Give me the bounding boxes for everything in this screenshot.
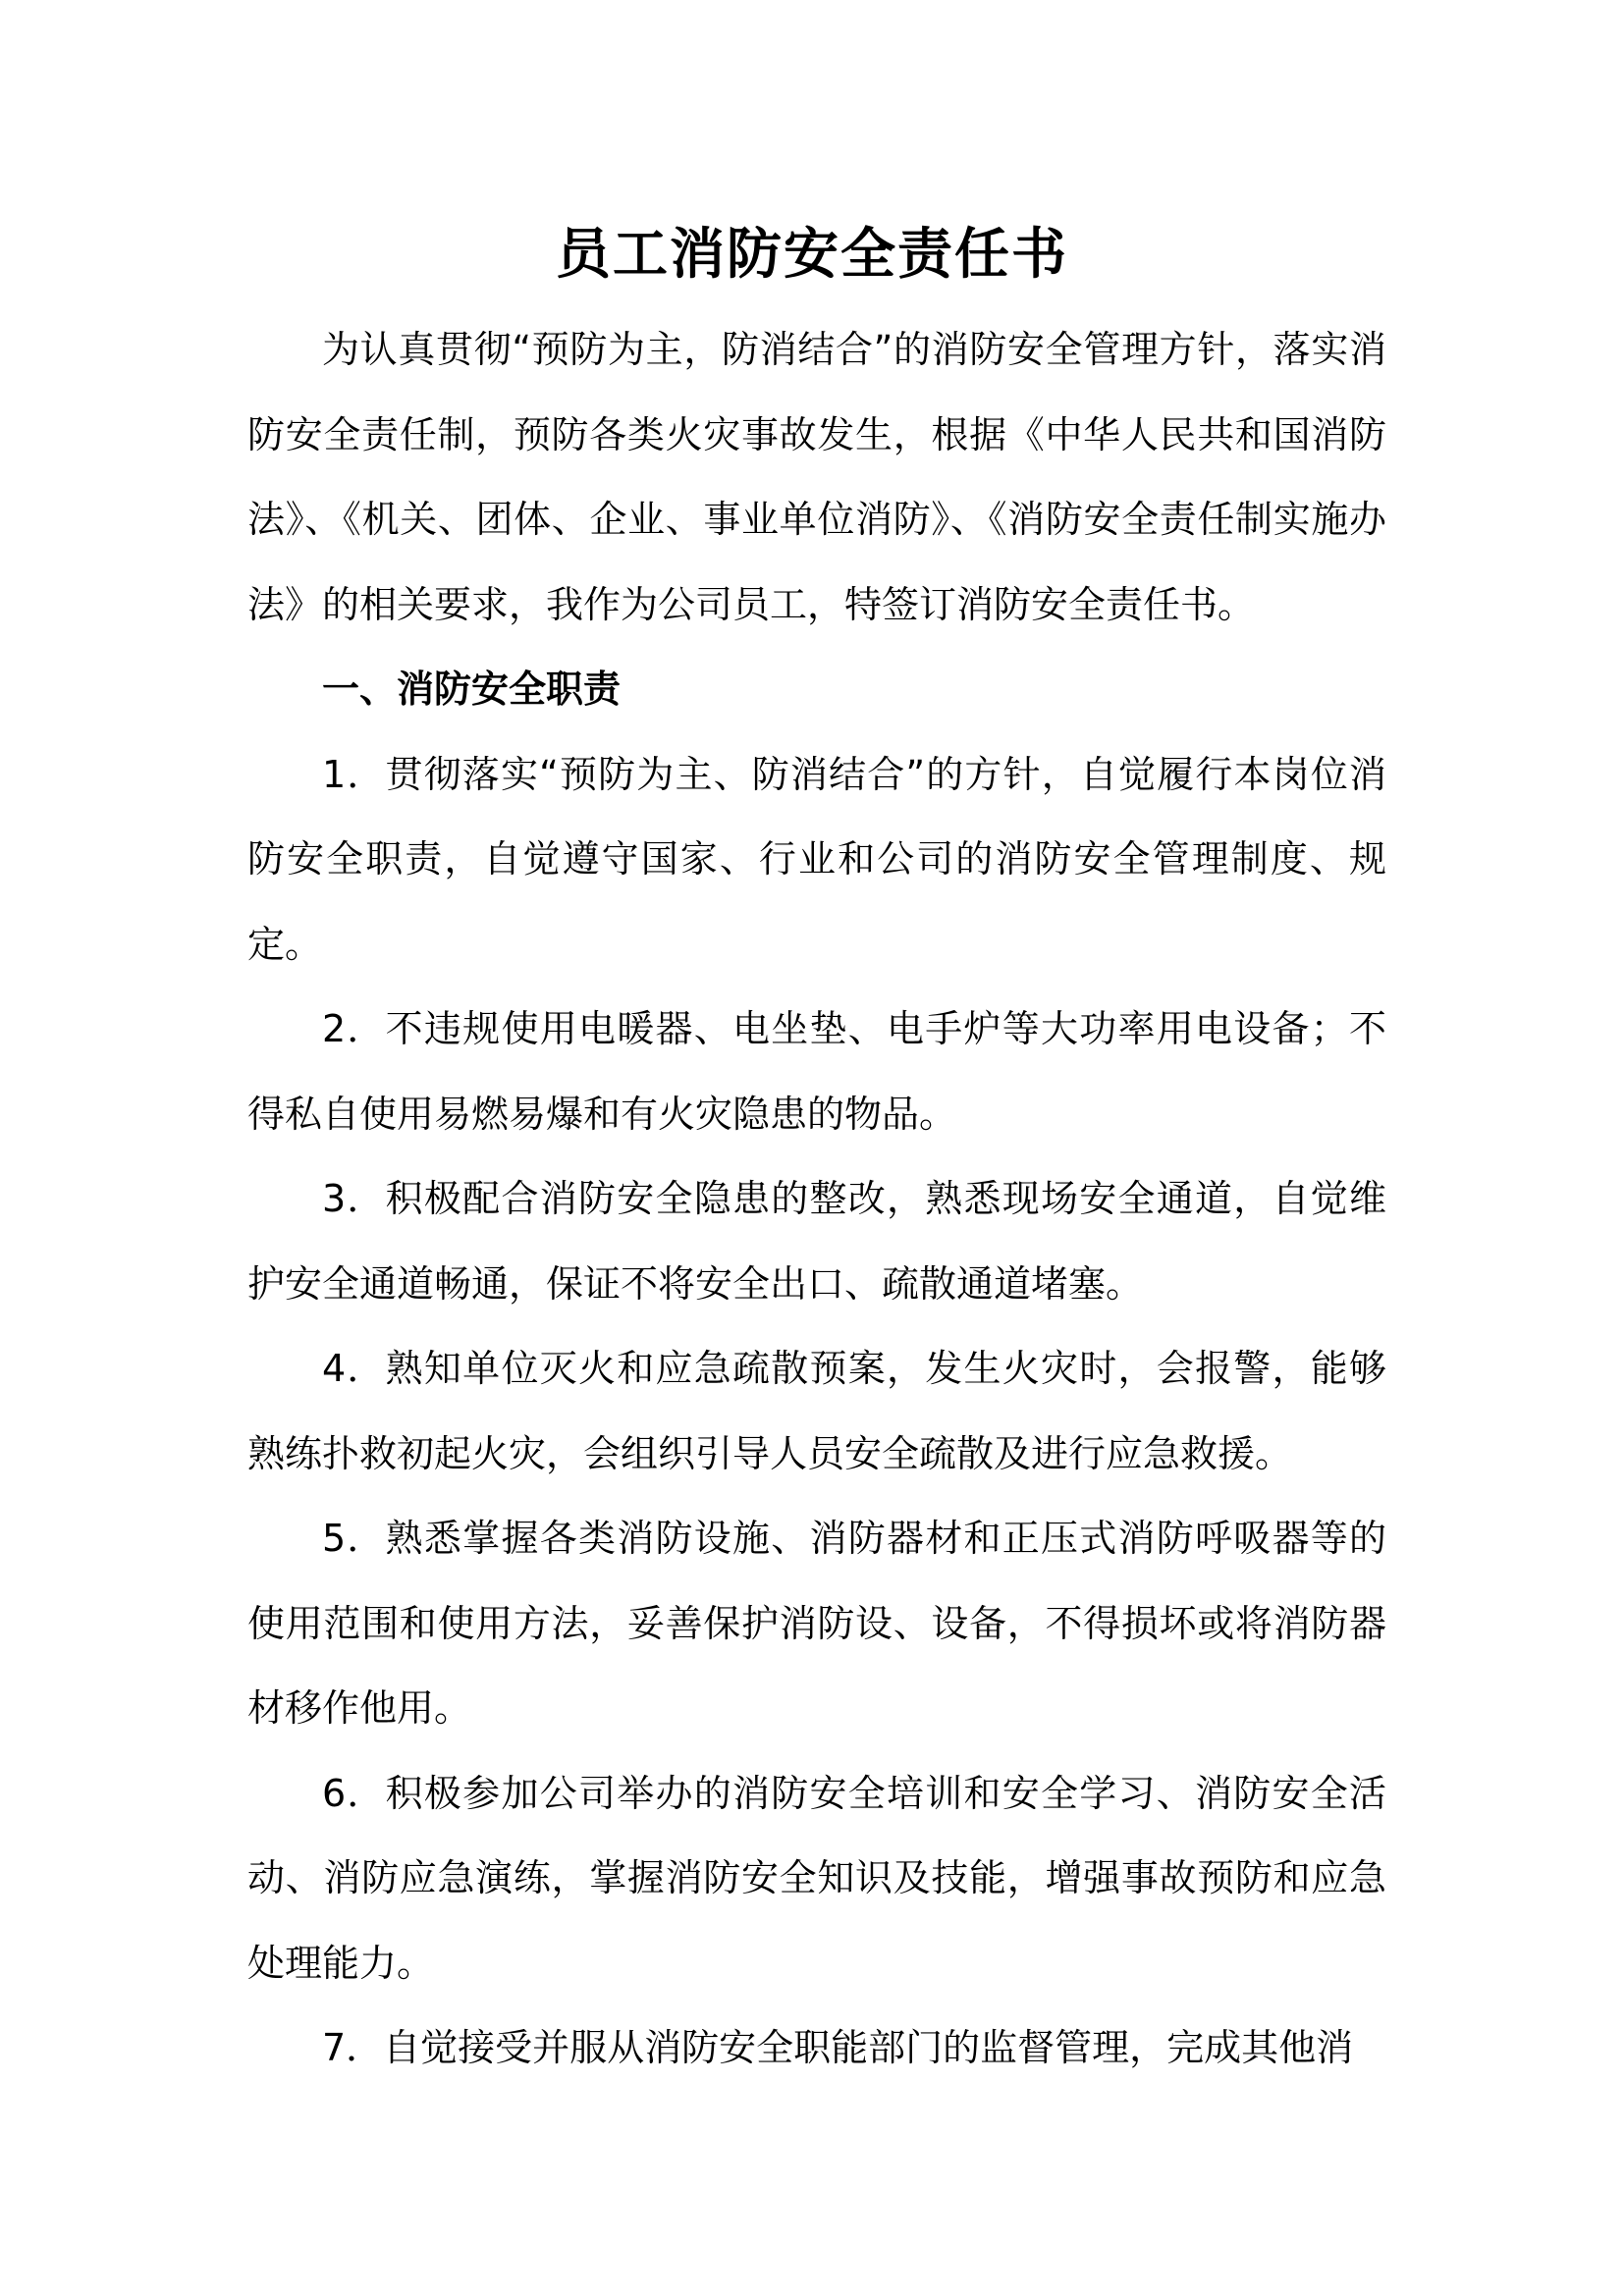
list-item: 2．不违规使用电暖器、电坐垫、电手炉等大功率用电设备；不得私自使用易燃易爆和有火灾隐患的物品。 bbox=[247, 1007, 1386, 1136]
list-item: 4．熟知单位灭火和应急疏散预案，发生火灾时，会报警，能够熟练扑救初起火灾，会组织引导人员安全疏散及进行应急救援。 bbox=[247, 1347, 1386, 1475]
list-item: 5．熟悉掌握各类消防设施、消防器材和正压式消防呼吸器等的使用范围和使用方法，妥善保护消防设、设备，不得损坏或将消防器材移作他用。 bbox=[247, 1517, 1386, 1730]
list-item: 7．自觉接受并服从消防安全职能部门的监督管理，完成其他消 bbox=[322, 2026, 1354, 2069]
intro-paragraph: 为认真贯彻“预防为主，防消结合”的消防安全管理方针，落实消防安全责任制，预防各类火灾事故发生，根据《中华人民共和国消防法》、《机关、团体、企业、事业单位消防》、《消防安全责任制实施办法》的相关要求，我作为公司员工，特签订消防安全责任书。 bbox=[247, 328, 1386, 626]
section-heading: 一、消防安全职责 bbox=[322, 667, 622, 711]
list-item: 6．积极参加公司举办的消防安全培训和安全学习、消防安全活动、消防应急演练，掌握消防安全知识及技能，增强事故预防和应急处理能力。 bbox=[247, 1771, 1386, 1985]
list-item: 1．贯彻落实“预防为主、防消结合”的方针，自觉履行本岗位消防安全职责，自觉遵守国家、行业和公司的消防安全管理制度、规定。 bbox=[247, 752, 1386, 966]
list-item: 3．积极配合消防安全隐患的整改，熟悉现场安全通道，自觉维护安全通道畅通，保证不将安全出口、疏散通道堵塞。 bbox=[247, 1177, 1386, 1306]
document-title: 员工消防安全责任书 bbox=[556, 223, 1068, 287]
document-body bbox=[247, 307, 1386, 2091]
